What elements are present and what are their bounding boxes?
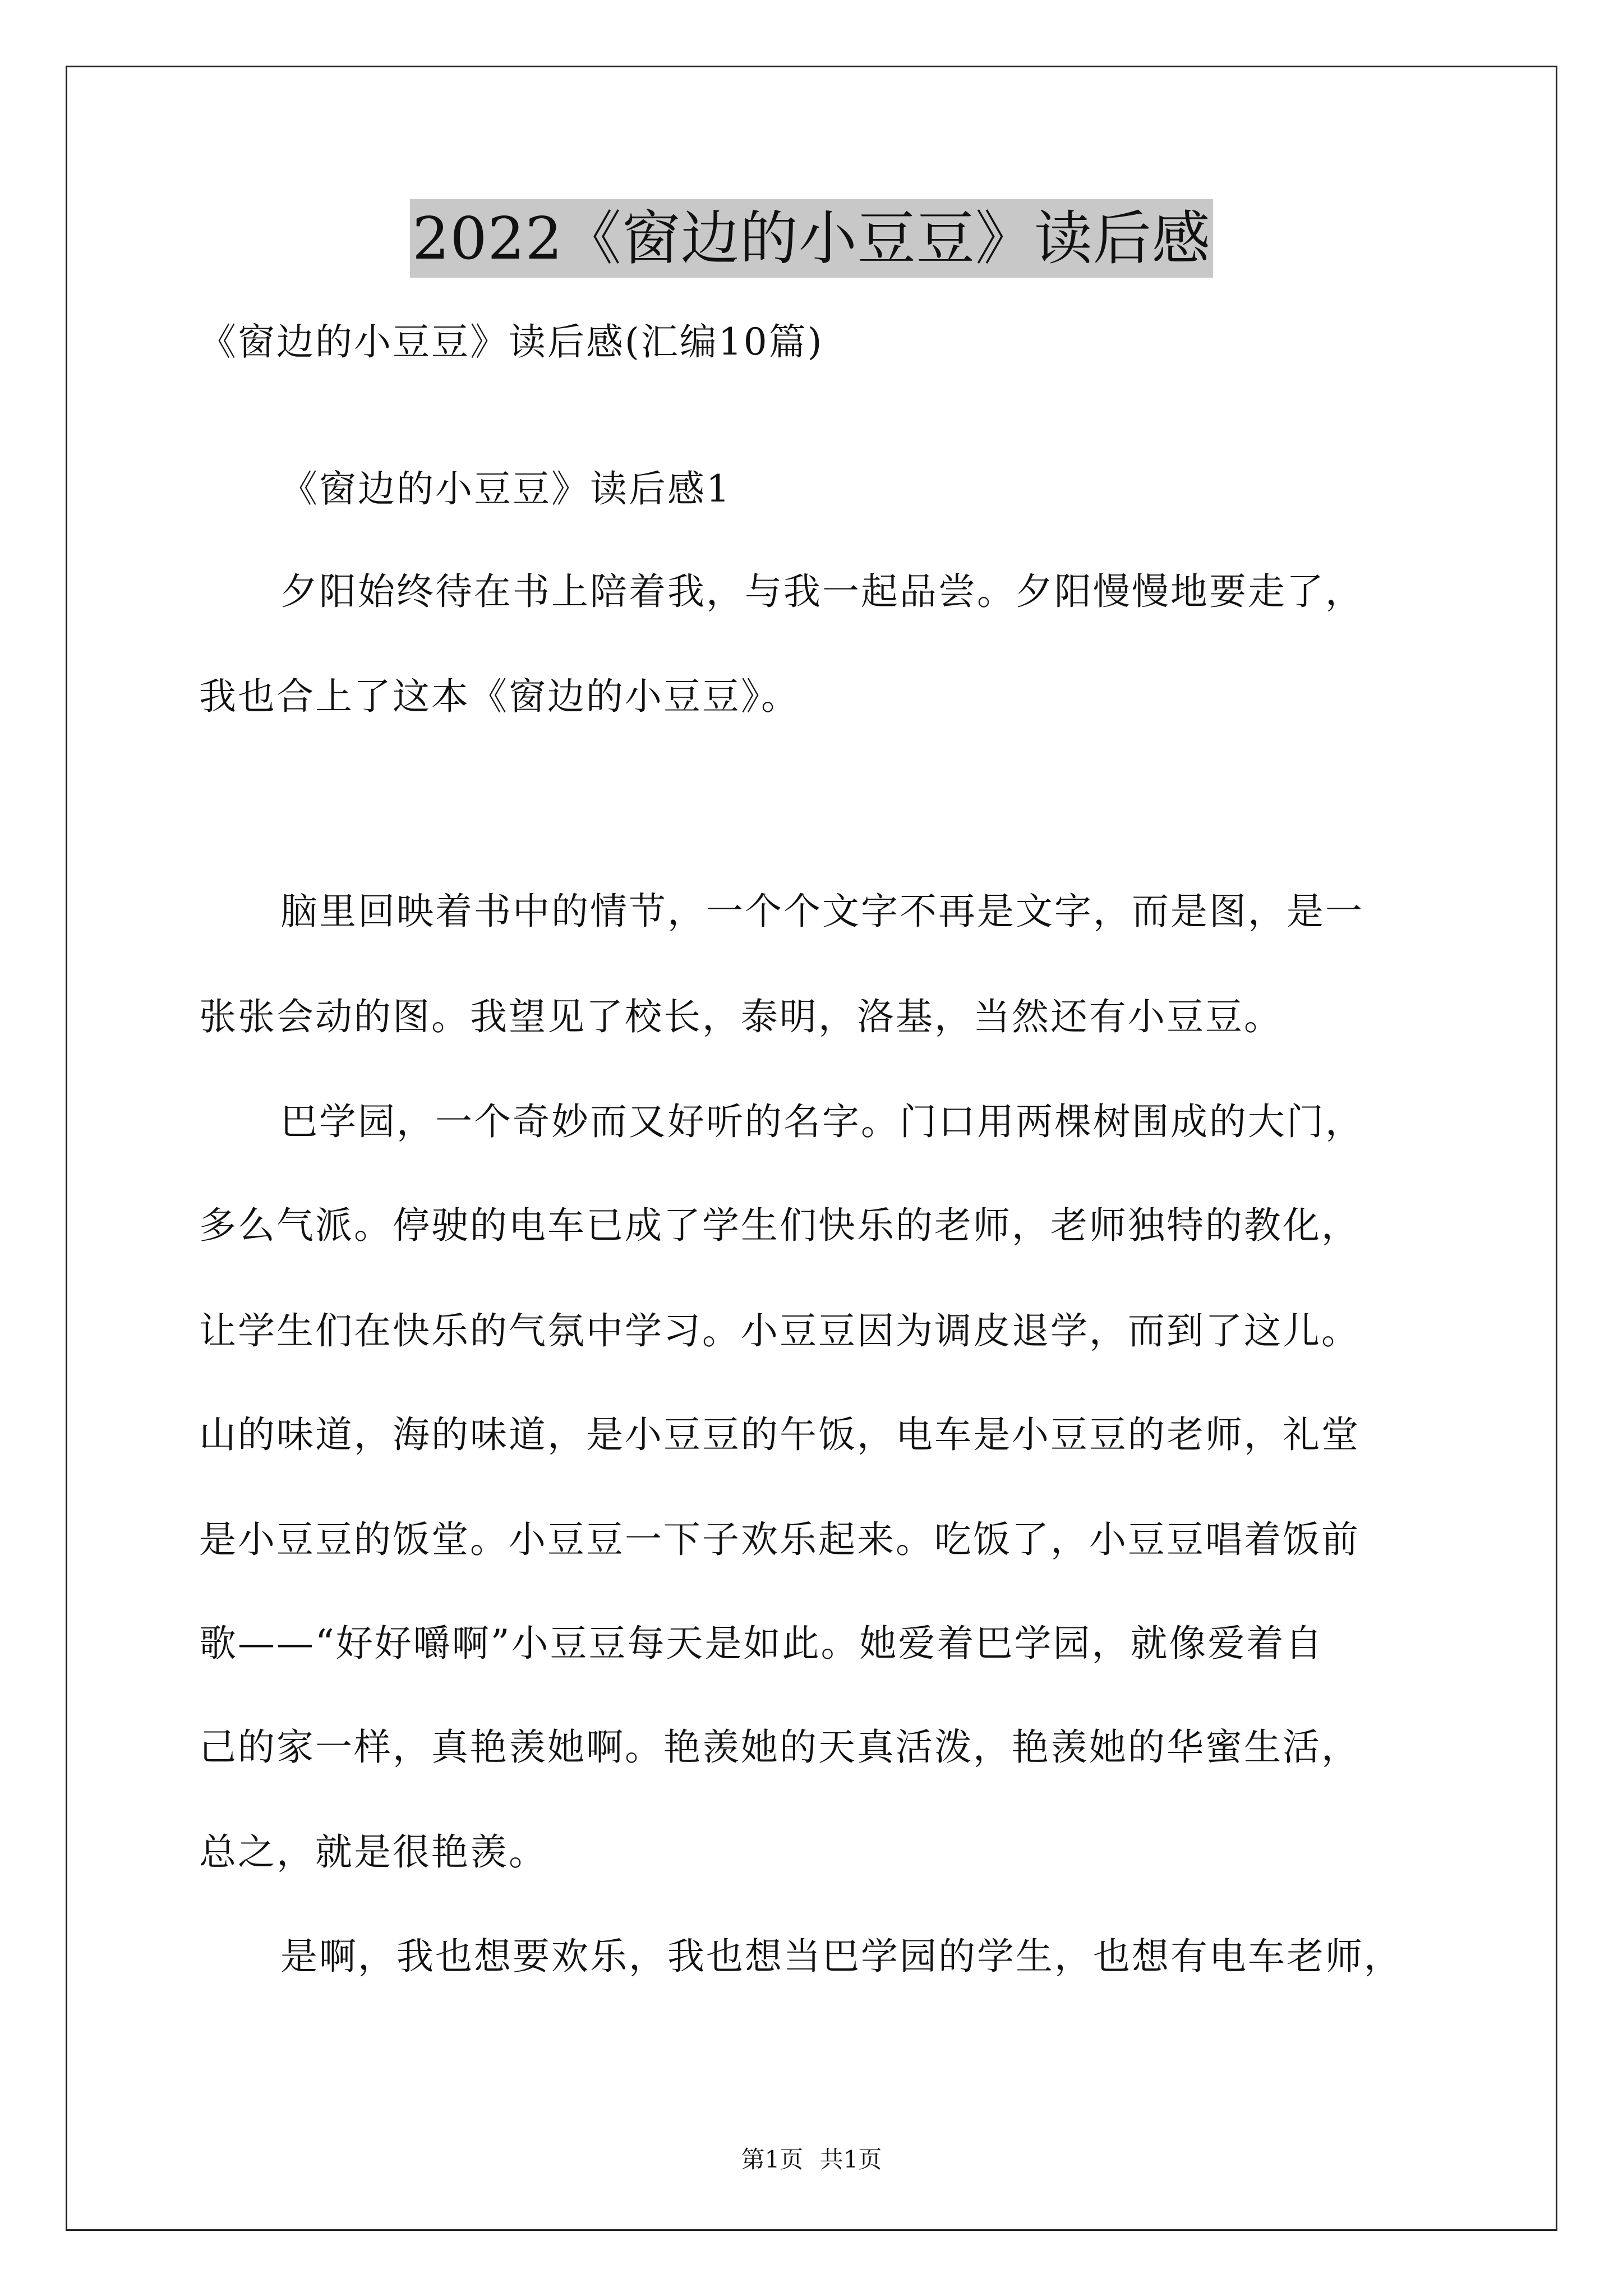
paragraph-line: 我也合上了这本《窗边的小豆豆》。 [199,675,800,718]
paragraph-line: 山的味道，海的味道，是小豆豆的午饭，电车是小豆豆的老师，礼堂 [199,1413,1360,1456]
page-footer [0,2143,1623,2177]
page-number: 第1页 [741,2146,804,2173]
page-total: 共1页 [819,2146,882,2173]
paragraph-line: 歌——“好好嚼啊”小豆豆每天是如此。她爱着巴学园，就像爱着自 [199,1622,1324,1665]
paragraph-line: 总之，就是很艳羡。 [199,1830,547,1874]
document-subtitle: 《窗边的小豆豆》读后感(汇编10篇) [199,320,824,364]
paragraph-line: 让学生们在快乐的气氛中学习。小豆豆因为调皮退学，而到了这儿。 [199,1309,1360,1352]
paragraph-line: 脑里回映着书中的情节，一个个文字不再是文字，而是图，是一 [280,890,1364,933]
paragraph-line: 是啊，我也想要欢乐，我也想当巴学园的学生，也想有电车老师， [280,1935,1403,1978]
paragraph-line: 张张会动的图。我望见了校长，泰明，洛基，当然还有小豆豆。 [199,995,1283,1038]
title-container [0,199,1623,278]
page-border [66,66,1557,2231]
paragraph-line: 己的家一样，真艳羡她啊。艳羡她的天真活泼，艳羡她的华蜜生活， [199,1726,1360,1769]
section-heading: 《窗边的小豆豆》读后感1 [280,467,731,510]
paragraph-line: 巴学园，一个奇妙而又好听的名字。门口用两棵树围成的大门， [280,1100,1364,1143]
paragraph-line: 多么气派。停驶的电车已成了学生们快乐的老师，老师独特的教化， [199,1204,1360,1247]
paragraph-line: 是小豆豆的饭堂。小豆豆一下子欢乐起来。吃饭了，小豆豆唱着饭前 [199,1518,1360,1561]
paragraph-line: 夕阳始终待在书上陪着我，与我一起品尝。夕阳慢慢地要走了， [280,570,1364,613]
document-title: 2022《窗边的小豆豆》读后感 [410,199,1213,278]
